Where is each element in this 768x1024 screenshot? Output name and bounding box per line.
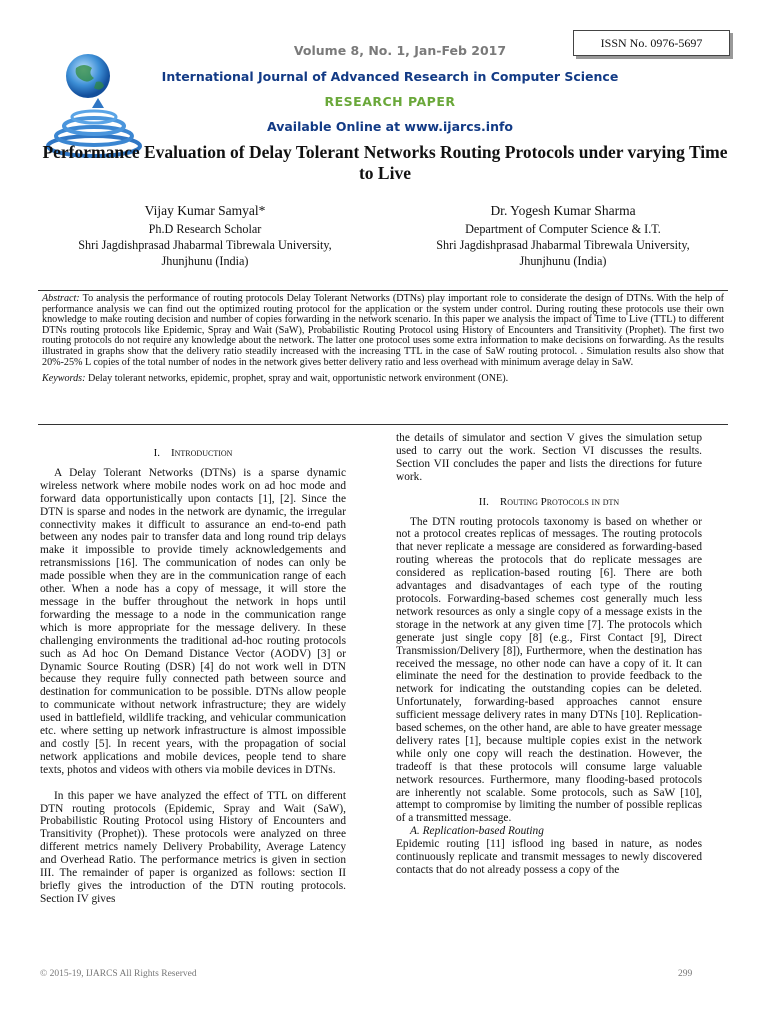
- subsection-heading-a: A. Replication-based Routing: [410, 825, 544, 838]
- intro-paragraph-2: In this paper we have analyzed the effect of TTL on different DTN routing protocols (Epidemic, Spray and Wait (SaW), Probabilistic Routing Protocol using History of Encounters and Transitivity (Prophet)). These protocols were analyzed on three different metrics namely Delivery Probability, Average Latency and Overhead Ratio. The performance metrics is given in section III. The remainder of paper is organized as follows: section II briefly gives the introduction of the DTN routing protocols. Section IV gives: [40, 789, 346, 905]
- routing-paragraph-1: The DTN routing protocols taxonomy is based on whether or not a protocol creates replicas of messages. The routing protocols that never replicate a message are considered as forwarding-based routing whereas the protocols that do replicate messages are considered as replication-based routing [6]. There are both advantages and disadvantages of each type of the routing protocols. Forwarding-based schemes cost generally much less network resources as only a single copy of a message exists in the storage in the network at any given time [7]. The protocols which generate just single copy [8] (e.g., First Contact [9], Direct Transmission/Delivery [8]), Furthermore, when the destination has received the message, no other node can have a copy of it. It can eliminate the need for the destination to provide feedback to the network for indicating the outstanding copies can be deleted. Unfortunately, forwarding-based approaches cannot ensure sufficient message delivery rates in many DTNs [10]. Replication-based schemes, on the other hand, are able to have greater message delivery rates [1], because multiple copies exist in the network while only one copy will reach the destination. However, the tradeoff is that these protocols will consume large valuable network resources. Furthermore, many flooding-based protocols are inherently not scalable. Some protocols, such as SaW [10], attempt to compromise by limiting the number of possible replicas of a transmitted message.: [396, 515, 702, 825]
- abstract-text: To analysis the performance of routing protocols Delay Tolerant Networks (DTNs) play important role to considerate the design of DTNs. With the help of performance analysis we can find out the optimized routing protocol for the application or the system under control. During routing these protocols use their own knowledge to make routing decision and number of copies forwarding in the network scenario. In this paper we analysis the impact of Time to Live (TTL) to different DTNs routing protocols like Epidemic, Spray and Wait (SaW), Probabilistic Routing Protocol using History of Encounters and Transitivity (Prophet). The first two routing protocols do not require any knowledge about the network. The latter one protocol uses some extra information to make decisions on forwarding. As the results illustrated in graphs show that the delivery ratio steadily increased with the increasing TTL in the case of SaW routing protocol. . Simulation results also show that 20%-25% L copies of the total number of nodes in the network gives better delivery ratio and less overhead with minimum average delay in SaW.: [42, 293, 724, 368]
- journal-name: International Journal of Advanced Research in Computer Science: [161, 69, 619, 84]
- page-number: 299: [678, 969, 693, 979]
- left-column: [40, 441, 346, 906]
- abstract-paragraph: [42, 294, 724, 368]
- available-online: Available Online at www.ijarcs.info: [266, 119, 514, 134]
- author-role: Ph.D Research Scholar: [148, 222, 262, 236]
- footer-copyright: © 2015-19, IJARCS All Rights Reserved: [40, 969, 197, 979]
- author-name: Dr. Yogesh Kumar Sharma: [490, 203, 636, 218]
- intro-paragraph-2-continued: the details of simulator and section V gives the simulation setup used to carry out the work. Section VI discusses the results. Section VII concludes the paper and lists the directions for future work.: [396, 432, 702, 483]
- keywords-label: Keywords:: [42, 373, 86, 385]
- paper-type: RESEARCH PAPER: [324, 94, 456, 109]
- author-block-1: [40, 203, 370, 269]
- abstract-box: [38, 290, 728, 425]
- author-affiliation: Shri Jagdishprasad Jhabarmal Tibrewala University,: [78, 238, 332, 252]
- section-title: Routing Protocols in dtn: [499, 495, 620, 508]
- author-affiliation: Shri Jagdishprasad Jhabarmal Tibrewala University,: [436, 238, 690, 252]
- section-heading-introduction: [40, 447, 346, 460]
- paper-title: Performance Evaluation of Delay Tolerant Networks Routing Protocols under varying Time to Live: [42, 142, 728, 183]
- intro-paragraph-1: A Delay Tolerant Networks (DTNs) is a sparse dynamic wireless network where mobile nodes work on ad hoc mode and forward data opportunistically upon contacts [1], [2]. Since the DTN is sparse and nodes in the network are dynamic, the irregular connectivity makes it difficult to assurance an end-to-end path between any nodes pair to transfer data and long round trip delays make it impossible to provide timely acknowledgements and retransmissions [16]. The communication of nodes can only be made possible when they are in the communication range of each other. When a node has a copy of message, it will store the message in the buffer throughout the network in hops until forwarding the message to a node in the communication range which is more appropriate for the message delivery. In these challenging environments the traditional ad-hoc routing protocols such as Ad hoc On Demand Distance Vector (AODV) [3] or Dynamic Source Routing (DSR) [4] do not work well in DTN because they require fully connected path between source and destination for communication to be possible. DTNs allow people to communicate without network infrastructure; they are widely used in battlefield, wildlife tracking, and vehicular communication etc. where setting up network infrastructure is almost impossible and costly [5]. In recent years, with the propagation of social network applications and mobile devices, people tend to share texts, photos and videos with others via mobile devices in DTNs.: [40, 466, 346, 776]
- author-role: Department of Computer Science & I.T.: [465, 222, 661, 236]
- author-block-2: [398, 203, 728, 269]
- author-location: Jhunjhunu (India): [519, 254, 607, 268]
- author-location: Jhunjhunu (India): [161, 254, 249, 268]
- keywords-text: Delay tolerant networks, epidemic, prophet, spray and wait, opportunistic network environment (ONE).: [85, 373, 509, 385]
- section-heading-routing: [396, 496, 702, 509]
- section-number: I.: [153, 447, 160, 459]
- issn-box: ISSN No. 0976-5697: [573, 30, 730, 56]
- abstract-label: Abstract:: [42, 293, 80, 304]
- author-name: Vijay Kumar Samyal*: [144, 203, 266, 218]
- section-title: Introduction: [170, 447, 233, 459]
- routing-paragraph-2: Epidemic routing [11] isflood ing based in nature, as nodes continuously replicate and transmit messages to newly discovered contacts that do not already possess a copy of the: [396, 838, 702, 876]
- section-number: II.: [478, 495, 489, 508]
- right-column: [396, 432, 702, 877]
- volume-line: Volume 8, No. 1, Jan-Feb 2017: [293, 43, 507, 58]
- keywords-paragraph: [42, 374, 724, 385]
